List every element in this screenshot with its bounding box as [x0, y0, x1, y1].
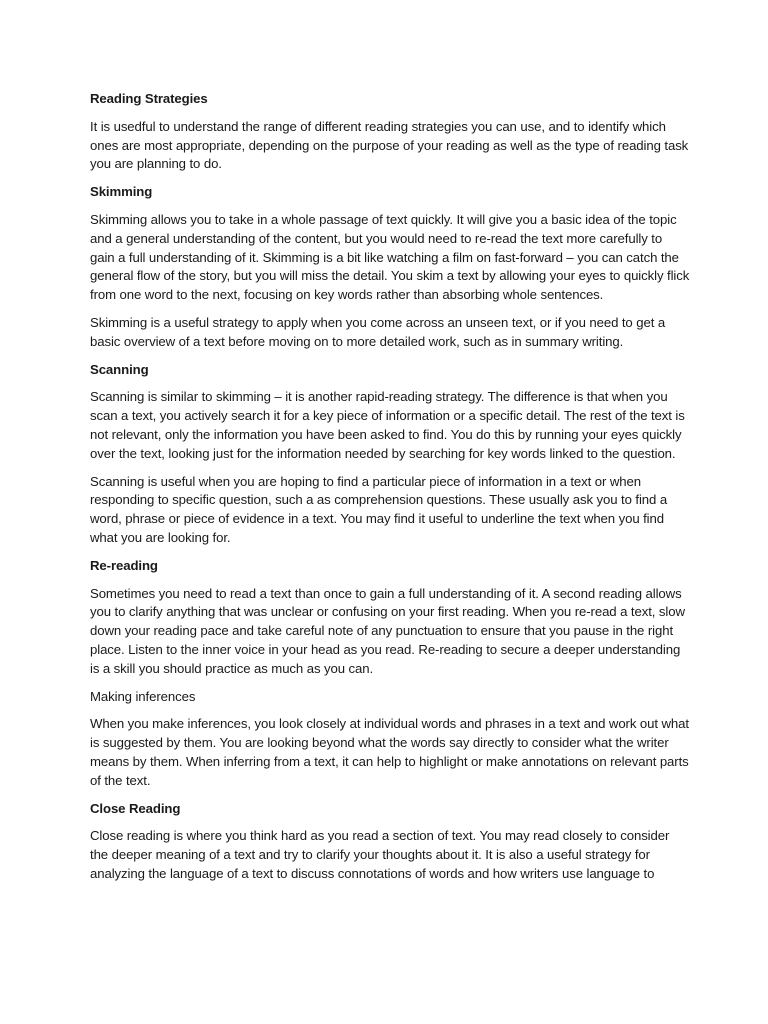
section-heading-inferences: Making inferences — [90, 688, 196, 704]
intro-paragraph: It is usedful to understand the range of different reading strategies you can use, and to identify which ones are most appropriate, depending on the purpose of your reading as well as the type of reading task you are planning to do. — [90, 118, 689, 172]
section-heading-skimming: Skimming — [90, 184, 153, 200]
skimming-paragraph-2: Skimming is a useful strategy to apply when you come across an unseen text, or if you need to get a basic overview of a text before moving on to more detailed work, such as in summary writing. — [90, 314, 666, 349]
document-page — [90, 90, 690, 893]
scanning-paragraph-2: Scanning is useful when you are hoping to find a particular piece of information in a text or when responding to specific question, such a as comprehension questions. These usually ask you to find a word, phrase or piece of evidence in a text. You may find it useful to underline the text when you find what you are looking for. — [90, 473, 668, 545]
section-heading-rereading: Re-reading — [90, 557, 158, 573]
close-reading-paragraph-1: Close reading is where you think hard as you read a section of text. You may read closely to consider the deeper meaning of a text and try to clarify your thoughts about it. It is also a useful strategy for analyzing the language of a text to discuss connotations of words and how writers use language to — [90, 828, 670, 881]
inferences-paragraph-1: When you make inferences, you look closely at individual words and phrases in a text and work out what is suggested by them. You are looking beyond what the words say directly to consider what the writer means by them. When inferring from a text, it can help to highlight or make annotations on relevant parts of the text. — [90, 716, 689, 788]
scanning-paragraph-1: Scanning is similar to skimming – it is another rapid-reading strategy. The difference is that when you scan a text, you actively search it for a key piece of information or a specific detail. The rest of the text is not relevant, only the information you have been asked to find. You do this by running your eyes quickly over the text, looking just for the information needed by searching for key words linked to the question. — [90, 389, 685, 461]
section-heading-close-reading: Close Reading — [90, 800, 181, 816]
skimming-paragraph-1: Skimming allows you to take in a whole passage of text quickly. It will give you a basic idea of the topic and a general understanding of the content, but you would need to re-read the text more carefully to gain a full understanding of it. Skimming is a bit like watching a film on fast-forward – you can catch the general flow of the story, but you will miss the detail. You skim a text by allowing your eyes to quickly flick from one word to the next, focusing on key words rather than absorbing whole sentences. — [90, 211, 690, 303]
rereading-paragraph-1: Sometimes you need to read a text than once to gain a full understanding of it. A second reading allows you to clarify anything that was unclear or confusing on your first reading. When you re-read a text, slow down your reading pace and take careful note of any punctuation to ensure that you pause in the right place. Listen to the inner voice in your head as you read. Re-reading to secure a deeper understanding is a skill you should practice as much as you can. — [90, 585, 685, 676]
section-heading-scanning: Scanning — [90, 361, 149, 377]
document-title: Reading Strategies — [90, 91, 208, 106]
